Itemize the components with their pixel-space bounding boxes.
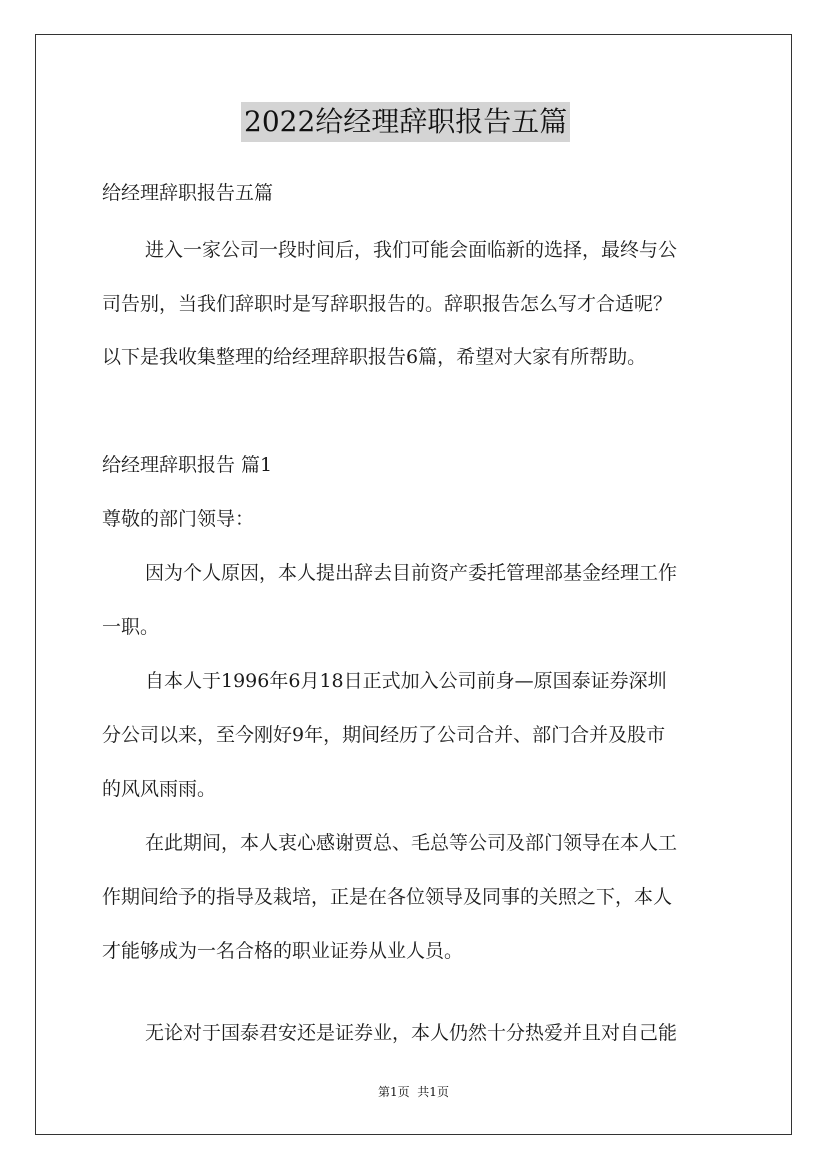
body-line-3: 自本人于1996年6月18日正式加入公司前身—原国泰证券深圳 [145, 670, 667, 692]
intro-line-3: 以下是我收集整理的给经理辞职报告6篇，希望对大家有所帮助。 [102, 346, 647, 368]
body-line-8: 才能够成为一名合格的职业证券从业人员。 [102, 940, 464, 962]
salutation: 尊敬的部门领导： [102, 508, 255, 530]
body-line-2: 一职。 [102, 616, 160, 638]
document-title: 2022给经理辞职报告五篇 [241, 102, 570, 142]
body-line-4: 分公司以来，至今刚好9年，期间经历了公司合并、部门合并及股市 [102, 724, 666, 746]
intro-line-2: 司告别，当我们辞职时是写辞职报告的。辞职报告怎么写才合适呢？ [102, 293, 673, 315]
body-line-6: 在此期间，本人衷心感谢贾总、毛总等公司及部门领导在本人工 [145, 832, 678, 854]
document-subtitle: 给经理辞职报告五篇 [102, 182, 274, 204]
body-line-9: 无论对于国泰君安还是证券业，本人仍然十分热爱并且对自己能 [145, 1022, 678, 1044]
section-heading: 给经理辞职报告 篇1 [102, 454, 273, 476]
intro-line-1: 进入一家公司一段时间后，我们可能会面临新的选择，最终与公 [145, 239, 678, 261]
body-line-7: 作期间给予的指导及栽培，正是在各位领导及同事的关照之下，本人 [102, 886, 673, 908]
body-line-5: 的风风雨雨。 [102, 778, 217, 800]
body-line-1: 因为个人原因，本人提出辞去目前资产委托管理部基金经理工作 [145, 562, 678, 584]
page-footer: 第1页 共1页 [378, 1085, 449, 1099]
